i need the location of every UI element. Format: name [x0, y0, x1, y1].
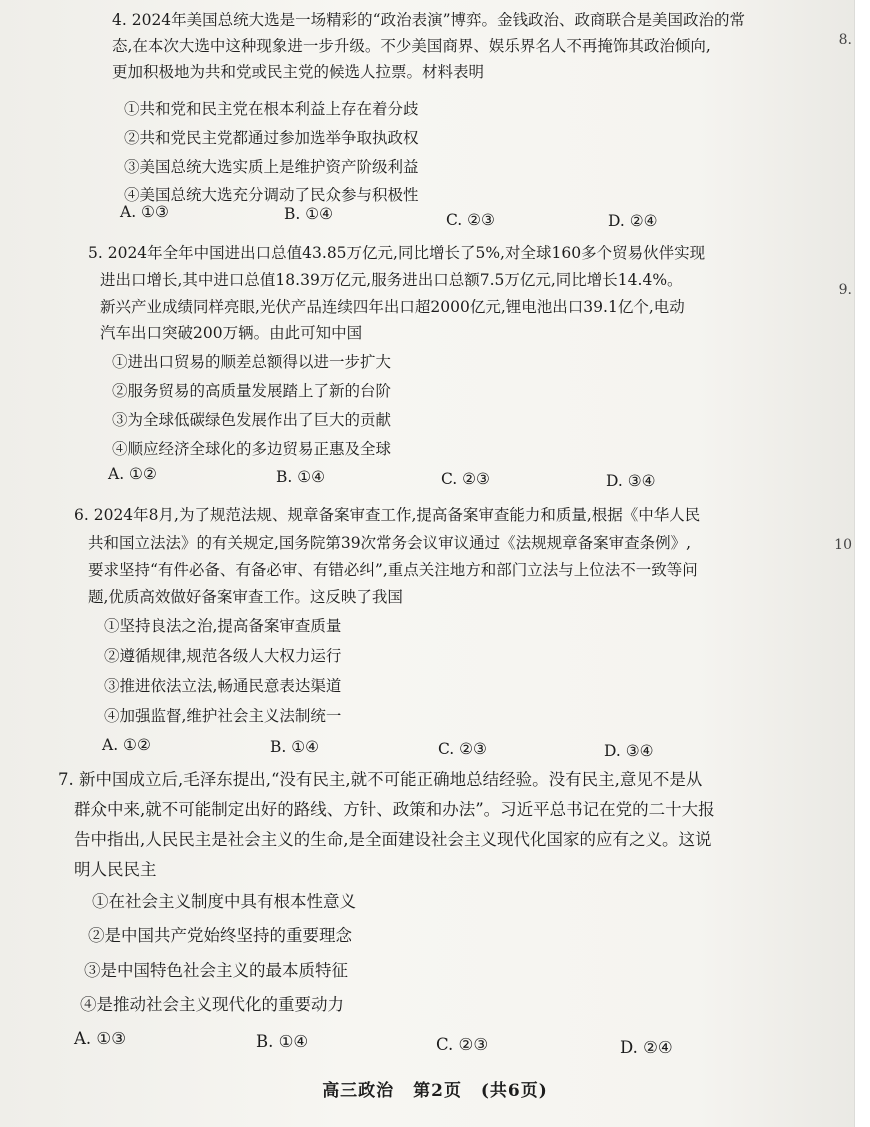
option-statement: ④美国总统大选充分调动了民众参与积极性 — [124, 186, 419, 204]
option-statement: ②服务贸易的高质量发展踏上了新的台阶 — [112, 382, 392, 400]
margin-number: 8. — [838, 32, 852, 48]
question-text-line: 4. 2024年美国总统大选是一场精彩的“政治表演”博弈。金钱政治、政商联合是美国政治的常 — [112, 11, 746, 29]
question-text-line: 进出口增长,其中进口总值18.39万亿元,服务进出口总额7.5万亿元,同比增长14.4%。 — [100, 271, 683, 289]
answer-choice-b: B. ①④ — [256, 1032, 309, 1051]
answer-choice-c: C. ②③ — [441, 470, 490, 488]
margin-number: 9. — [838, 282, 852, 298]
question-text-line: 5. 2024年全年中国进出口总值43.85万亿元,同比增长了5%,对全球160多个贸易伙伴实现 — [88, 244, 706, 262]
question-text-line: 汽车出口突破200万辆。由此可知中国 — [100, 324, 363, 342]
option-statement: ①在社会主义制度中具有根本性意义 — [92, 892, 356, 911]
option-statement: ②是中国共产党始终坚持的重要理念 — [88, 926, 352, 945]
option-statement: ①进出口贸易的顺差总额得以进一步扩大 — [112, 353, 392, 371]
option-statement: ②遵循规律,规范各级人大权力运行 — [104, 647, 342, 665]
answer-choice-a: A. ①② — [108, 465, 157, 483]
answer-choice-d: D. ③④ — [604, 742, 654, 760]
answer-choice-c: C. ②③ — [438, 740, 487, 758]
option-statement: ①共和党和民主党在根本利益上存在着分歧 — [124, 100, 419, 118]
option-statement: ②共和党民主党都通过参加选举争取执政权 — [124, 129, 419, 147]
option-statement: ③美国总统大选实质上是维护资产阶级利益 — [124, 158, 419, 176]
option-statement: ③推进依法立法,畅通民意表达渠道 — [104, 677, 342, 695]
answer-choice-d: D. ②④ — [608, 212, 658, 230]
answer-choice-a: A. ①③ — [120, 203, 169, 221]
answer-choice-d: D. ③④ — [606, 472, 656, 490]
option-statement: ③是中国特色社会主义的最本质特征 — [84, 961, 348, 980]
option-statement: ④顺应经济全球化的多边贸易正惠及全球 — [112, 440, 392, 458]
answer-choice-c: C. ②③ — [436, 1035, 489, 1054]
question-text-line: 态,在本次大选中这种现象进一步升级。不少美国商界、娱乐界名人不再掩饰其政治倾向, — [112, 37, 711, 55]
answer-choice-c: C. ②③ — [446, 211, 495, 229]
option-statement: ③为全球低碳绿色发展作出了巨大的贡献 — [112, 411, 392, 429]
option-statement: ①坚持良法之治,提高备案审查质量 — [104, 617, 342, 635]
question-text-line: 7. 新中国成立后,毛泽东提出,“没有民主,就不可能正确地总结经验。没有民主,意见不是从 — [58, 770, 703, 789]
question-text-line: 要求坚持“有件必备、有备必审、有错必纠”,重点关注地方和部门立法与上位法不一致等问 — [88, 561, 698, 579]
answer-choice-a: A. ①③ — [74, 1029, 126, 1048]
option-statement: ④是推动社会主义现代化的重要动力 — [80, 995, 344, 1014]
page-footer — [0, 1076, 870, 1101]
answer-choice-b: B. ①④ — [284, 205, 334, 223]
answer-choice-b: B. ①④ — [270, 738, 320, 756]
question-text-line: 题,优质高效做好备案审查工作。这反映了我国 — [88, 588, 403, 606]
footer-total-pages: (共6页) — [480, 1081, 548, 1101]
question-text-line: 群众中来,就不可能制定出好的路线、方针、政策和办法”。习近平总书记在党的二十大报 — [74, 800, 715, 819]
question-text-line: 6. 2024年8月,为了规范法规、规章备案审查工作,提高备案审查能力和质量,根据《中华人民 — [74, 506, 701, 524]
adjacent-page-edge — [854, 0, 870, 1127]
question-text-line: 明人民民主 — [74, 860, 157, 879]
option-statement: ④加强监督,维护社会主义法制统一 — [104, 707, 342, 725]
answer-choice-d: D. ②④ — [620, 1038, 673, 1057]
question-text-line: 新兴产业成绩同样亮眼,光伏产品连续四年出口超2000亿元,锂电池出口39.1亿个,电动 — [100, 298, 685, 316]
question-text-line: 更加积极地为共和党或民主党的候选人拉票。材料表明 — [112, 63, 485, 81]
footer-page-number: 第2页 — [413, 1081, 462, 1101]
answer-choice-b: B. ①④ — [276, 468, 326, 486]
answer-choice-a: A. ①② — [102, 736, 151, 754]
question-text-line: 告中指出,人民民主是社会主义的生命,是全面建设社会主义现代化国家的应有之义。这说 — [74, 830, 712, 849]
margin-number: 10 — [834, 537, 852, 553]
footer-subject: 高三政治 — [322, 1081, 395, 1101]
question-text-line: 共和国立法法》的有关规定,国务院第39次常务会议审议通过《法规规章备案审查条例》, — [88, 534, 692, 552]
